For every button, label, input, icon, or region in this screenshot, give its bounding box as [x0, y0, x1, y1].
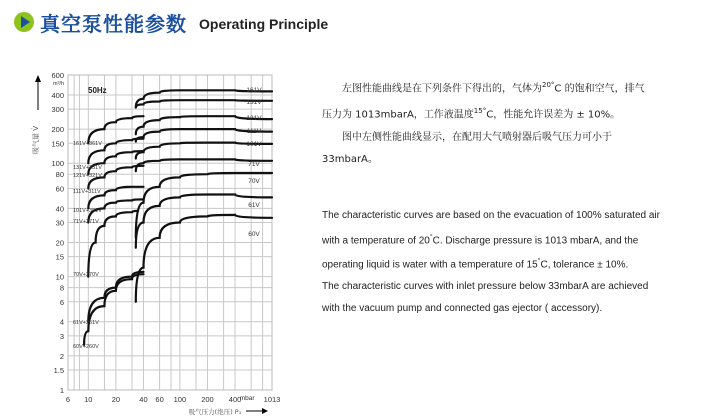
y-tick-label: 1: [59, 386, 64, 395]
y-tick-label: 20: [55, 238, 64, 248]
y-tick-label: 10: [55, 272, 64, 282]
x-tick-label: 6: [65, 395, 71, 404]
y-tick-label: 150: [51, 139, 64, 149]
y-tick-label: 600: [51, 71, 64, 80]
y-tick-label: 80: [55, 170, 64, 180]
x-axis-label: 吸气压力(绝压) P₁: [188, 408, 242, 416]
performance-chart: [0, 60, 300, 420]
x-tick-label: 40: [139, 395, 148, 404]
curve-label: 101V+301V: [73, 208, 102, 214]
x-tick-label: 400: [228, 395, 242, 404]
curve-label: 111V: [246, 128, 262, 135]
curve-label: 101V: [246, 141, 262, 148]
y-tick-label: 400: [51, 90, 64, 100]
x-tick-label: 20: [111, 395, 121, 404]
x-tick-label: 10: [84, 395, 93, 404]
curve-label: 71V+271V: [73, 219, 99, 225]
y-unit-label: m³/h: [53, 81, 64, 87]
curve-label: 61V+261V: [73, 320, 99, 326]
x-unit-label: mbar: [239, 395, 255, 402]
y-tick-label: 200: [51, 125, 64, 135]
y-tick-label: 40: [55, 204, 64, 214]
section-title-en: Operating Principle: [199, 16, 329, 32]
y-tick-label: 30: [55, 218, 64, 228]
performance-chart-svg: [0, 0, 300, 420]
curve-label: 61V: [248, 202, 260, 209]
chart-title: 50Hz: [88, 86, 107, 95]
y-tick-label: 6: [59, 297, 64, 307]
y-tick-label: 1.5: [53, 366, 64, 376]
curve-label: 70V: [248, 178, 260, 185]
x-tick-label: 100: [173, 395, 187, 404]
curve-label: 70V+270V: [73, 272, 99, 278]
curve-label: 121V+321V: [73, 173, 102, 179]
curve-label: 60V: [248, 231, 260, 238]
plot-frame: [68, 75, 272, 390]
curve-label: 131V: [246, 99, 262, 106]
curve-label: 161V+361V: [73, 141, 102, 147]
curve-label: 71V: [248, 161, 260, 168]
curve-60v-plus-260v: [84, 274, 143, 345]
description-en-p1: The characteristic curves are based on the evacuation of 100% saturated air with a temperature of 20°C. Discharge pressure is 1013 mbarA, and the operating liquid is water with a temperature of 15°C, tolerance ± 10%.: [322, 210, 660, 271]
curve-label: 60V+260V: [73, 344, 99, 350]
description-cn-p1: 左图性能曲线是在下列条件下得出的，气体为$^{20^\circ}$C 的饱和空气，排气压力为 1013mbarA，工作液温度$^{15^\circ}$C，性能允许误差为 ± 10%。: [322, 81, 645, 121]
description-en: [322, 205, 662, 319]
y-tick-label: 8: [59, 283, 64, 293]
description-en-p2: The characteristic curves with inlet pressure below 33mbarA are achieved with the vacuum pump and connected gas ejector ( accessory).: [322, 281, 649, 314]
y-tick-label: 4: [59, 317, 64, 327]
description-cn-p2: 图中左侧性能曲线显示，在配用大气喷射器后吸气压力可小于 33mbarA。: [322, 131, 612, 165]
x-tick-label: 60: [155, 395, 164, 404]
y-tick-label: 60: [55, 184, 64, 194]
x-axis-arrowhead-icon: [262, 408, 268, 414]
curve-label: 111V+311V: [73, 189, 101, 195]
y-tick-label: 300: [51, 105, 64, 115]
curve-label: 161V: [246, 87, 262, 94]
x-tick-label: 1013: [263, 395, 281, 404]
curve-label: 121V: [246, 115, 262, 122]
y-tick-label: 100: [51, 159, 64, 169]
y-tick-label: 15: [55, 252, 64, 262]
y-tick-label: 2: [59, 351, 64, 361]
curve-label: 131V+331V: [73, 165, 102, 171]
section-title-cn: 真空泵性能参数: [40, 11, 187, 36]
x-tick-label: 200: [201, 395, 214, 404]
y-tick-label: 3: [59, 331, 64, 341]
y-axis-label: 吸气量 V̇: [32, 125, 40, 155]
description-cn: [322, 74, 652, 171]
y-axis-arrowhead-icon: [35, 75, 41, 82]
